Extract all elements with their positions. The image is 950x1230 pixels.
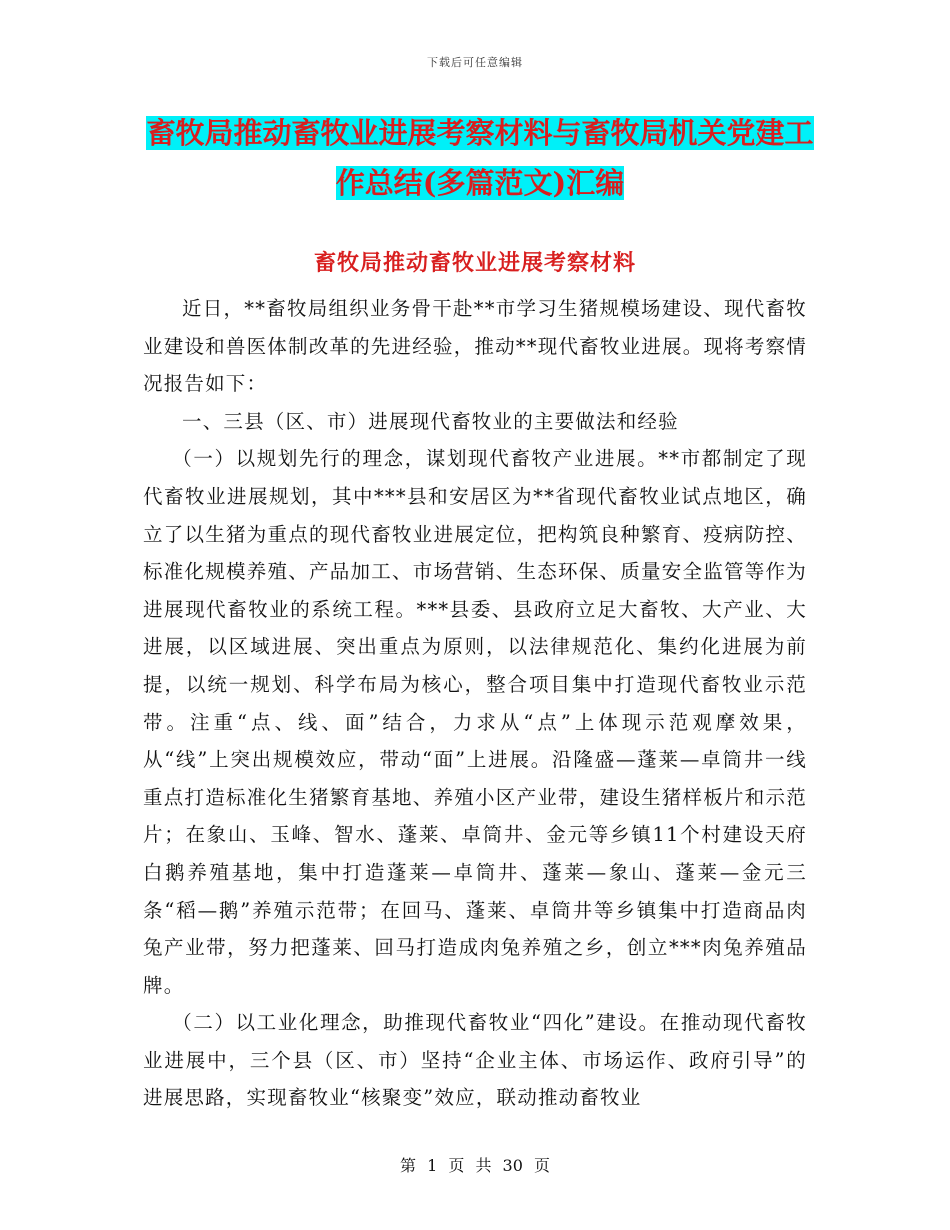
header-note: 下载后可任意编辑 [427, 56, 523, 69]
paragraph: 近日，**畜牧局组织业务骨干赴**市学习生猪规模场建设、现代畜牧业建设和兽医体制改革的先进经验，推动**现代畜牧业进展。现将考察情况报告如下： [143, 297, 807, 396]
paragraph: （一）以规划先行的理念，谋划现代畜牧产业进展。**市都制定了现代畜牧业进展规划，其中***县和安居区为**省现代畜牧业试点地区，确立了以生猪为重点的现代畜牧业进展定位，把构筑良种繁育、疫病防控、标准化规模养殖、产品加工、市场营销、生态环保、质量安全监管等作为进展现代畜牧业的系统工程。***县委、县政府立足大畜牧、大产业、大进展，以区域进展、突出重点为原则，以法律规范化、集约化进展为前提，以统一规划、科学布局为核心，整合项目集中打造现代畜牧业示范带。注重“点、线、面”结合，力求从“点”上体现示范观摩效果，从“线”上突出规模效应，带动“面”上进展。沿隆盛—蓬莱—卓筒井一线重点打造标准化生猪繁育基地、养殖小区产业带，建设生猪样板片和示范片；在象山、玉峰、智水、蓬莱、卓筒井、金元等乡镇11个村建设天府白鹅养殖基地，集中打造蓬莱—卓筒井、蓬莱—象山、蓬莱—金元三条“稻—鹅”养殖示范带；在回马、蓬莱、卓筒井等乡镇集中打造商品肉兔产业带，努力把蓬莱、回马打造成肉兔养殖之乡，创立***肉兔养殖品牌。 [143, 447, 807, 997]
title-line-1: 畜牧局推动畜牧业进展考察材料与畜牧局机关党建工 [146, 116, 814, 150]
section-title: 畜牧局推动畜牧业进展考察材料 [313, 250, 636, 276]
body-text [143, 290, 807, 1117]
title-line-2: 作总结(多篇范文)汇编 [335, 166, 625, 200]
paragraph: （二）以工业化理念，助推现代畜牧业“四化”建设。在推动现代畜牧业进展中，三个县（区、市）坚持“企业主体、市场运作、政府引导”的进展思路，实现畜牧业“核聚变”效应，联动推动畜牧业 [143, 1011, 807, 1110]
document-title [140, 108, 820, 208]
paragraph-heading: 一、三县（区、市）进展现代畜牧业的主要做法和经验 [182, 409, 679, 433]
page-footer: 第 1 页 共 30 页 [400, 1156, 550, 1175]
